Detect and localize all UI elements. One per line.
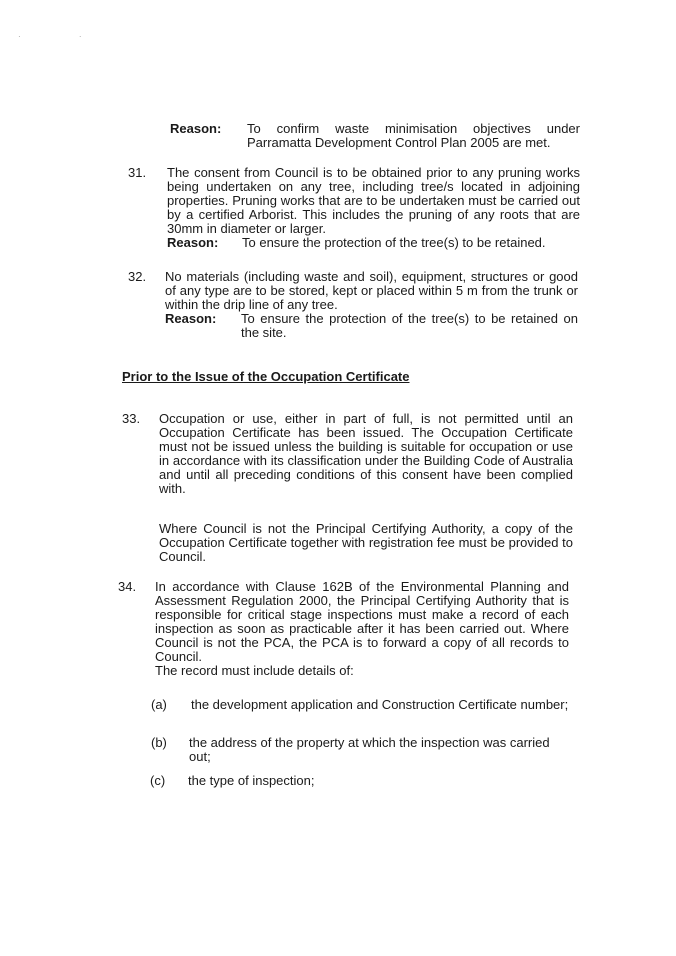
condition-reason [167,236,580,252]
reason-text: To ensure the protection of the tree(s) to be retained on the site. [241,311,578,340]
reason-text: To ensure the protection of the tree(s) to be retained. [242,235,546,250]
sub-item-text: the address of the property at which the inspection was carried out; [189,735,550,764]
reason-label: Reason: [167,235,219,250]
sub-item-label: (b) [151,735,167,750]
condition-34 [155,580,569,678]
sub-item-label: (c) [150,773,166,788]
sub-item [150,774,570,788]
condition-text: The consent from Council is to be obtained prior to any pruning works being undertaken on any tree, including tree/s located in adjoining properties. Pruning works that are to be undertaken must be carried out by a certified Arborist. This includes the pruning of any roots that are 30mm in diameter or larger. [167,165,580,236]
condition-33 [159,412,573,564]
condition-text: In accordance with Clause 162B of the Environmental Planning and Assessment Regulation 2000, the Principal Certifying Authority that is responsible for critical stage inspections must make a record of each inspection as soon as practicable after it has been carried out. Where Council is not the PCA, the PCA is to forward a copy of all records to Council. [155,579,569,664]
reason-text: To confirm waste minimisation objectives under Parramatta Development Control Plan 2005 are met. [247,121,580,150]
condition-reason [165,312,578,342]
condition-number: 31. [128,165,147,180]
condition-text: Occupation or use, either in part of full, is not permitted until an Occupation Certificate has been issued. The Occupation Certificate must not be issued unless the building is suitable for occupation or use in accordance with its classification under the Building Code of Australia and until all preceding conditions of this consent have been complied with. [159,411,573,496]
reason-label: Reason: [165,311,217,326]
condition-number: 33. [122,411,141,426]
condition-text: No materials (including waste and soil), equipment, structures or good of any type are to be stored, kept or placed within 5 m from the trunk or within the drip line of any tree. [165,269,578,312]
sub-item-text: the type of inspection; [188,773,315,788]
sub-item-label: (a) [151,697,167,712]
section-heading: Prior to the Issue of the Occupation Certificate [122,369,410,384]
sub-item [151,736,571,764]
reason-label: Reason: [170,121,222,136]
condition-text-2: Where Council is not the Principal Certifying Authority, a copy of the Occupation Certificate together with registration fee must be provided to Council. [159,521,573,564]
condition-number: 34. [118,579,137,594]
record-intro: The record must include details of: [155,663,354,678]
condition-32 [165,270,578,342]
sub-item-text: the development application and Construction Certificate number; [191,697,569,712]
condition-number: 32. [128,269,147,284]
scan-artifact: · · [18,32,110,41]
condition-31 [167,166,580,252]
sub-item [151,698,571,712]
top-reason [170,122,580,150]
